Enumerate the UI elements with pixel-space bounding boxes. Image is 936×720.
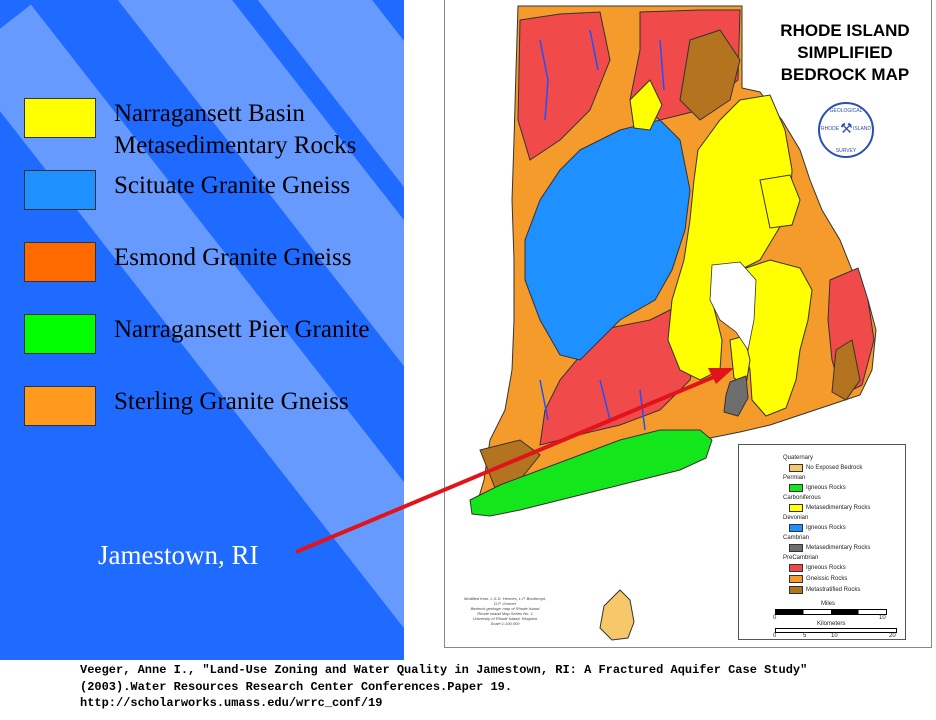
map-block-island (600, 590, 634, 640)
scale-km-0: 0 (773, 633, 777, 639)
scale-miles-10: 10 (879, 615, 886, 621)
seal-left-text: RHODE (820, 126, 840, 132)
scale-km-20: 20 (889, 633, 896, 639)
seal-top-text: GEOLOGICAL (829, 108, 863, 114)
key-item-igneous-dev: Igneous Rocks (789, 524, 846, 532)
citation: Veeger, Anne I., "Land-Use Zoning and Water Quality in Jamestown, RI: A Fractured Aquifer Case Study" (2003).Water Resources Research Center Conferences.Paper 19. http://scholarworks.umass.edu/wrrc_conf/19 (80, 663, 808, 710)
key-item-metased-cam: Metasedimentary Rocks (789, 544, 870, 552)
map-title: RHODE ISLAND SIMPLIFIED BEDROCK MAP (780, 21, 910, 84)
pickaxe-icon: ⚒ (840, 121, 853, 137)
legend-label: Narragansett Basin Metasedimentary Rocks (114, 100, 357, 159)
key-age-cambrian: Cambrian (783, 535, 810, 541)
key-item-igneous-permian: Igneous Rocks (789, 484, 846, 492)
scale-km-label: Kilometers (817, 621, 846, 627)
map-key (738, 444, 906, 640)
scale-bar-miles (775, 609, 887, 615)
legend-label: Sterling Granite Gneiss (114, 388, 349, 415)
geological-survey-seal (818, 102, 874, 158)
key-age-devonian: Devonian (783, 515, 809, 521)
seal-bottom-text: SURVEY (835, 148, 857, 154)
legend-label: Scituate Granite Gneiss (114, 172, 351, 199)
seal-right-text: ISLAND (852, 126, 872, 132)
key-item-metastratified: Metastratified Rocks (789, 586, 860, 594)
scale-km-5: 5 (803, 633, 807, 639)
key-item-no-exposed: No Exposed Bedrock (789, 464, 862, 472)
scale-miles-0: 0 (773, 615, 777, 621)
key-item-metased-carb: Metasedimentary Rocks (789, 504, 870, 512)
key-age-carboniferous: Carboniferous (783, 495, 821, 501)
key-age-quaternary: Quaternary (783, 455, 814, 461)
key-age-precambrian: PreCambrian (783, 555, 819, 561)
scale-km-10: 10 (831, 633, 838, 639)
jamestown-callout-label: Jamestown, RI (98, 540, 259, 570)
key-age-permian: Permian (783, 475, 806, 481)
scale-miles-label: Miles (821, 601, 836, 607)
legend-label: Esmond Granite Gneiss (114, 244, 352, 271)
key-item-gneissic: Gneissic Rocks (789, 575, 847, 583)
legend-label: Narragansett Pier Granite (114, 316, 370, 343)
map-credit: Modified from: L.S.D. Hermes, L.P. Boothroyd, D.P. Gromet Bedrock geologic map of Rhode Island Rhode Island Map Series No. 1 University of Rhode Island, Kingston Scale 1:100,000 (464, 596, 546, 626)
key-item-igneous-pre: Igneous Rocks (789, 564, 846, 572)
